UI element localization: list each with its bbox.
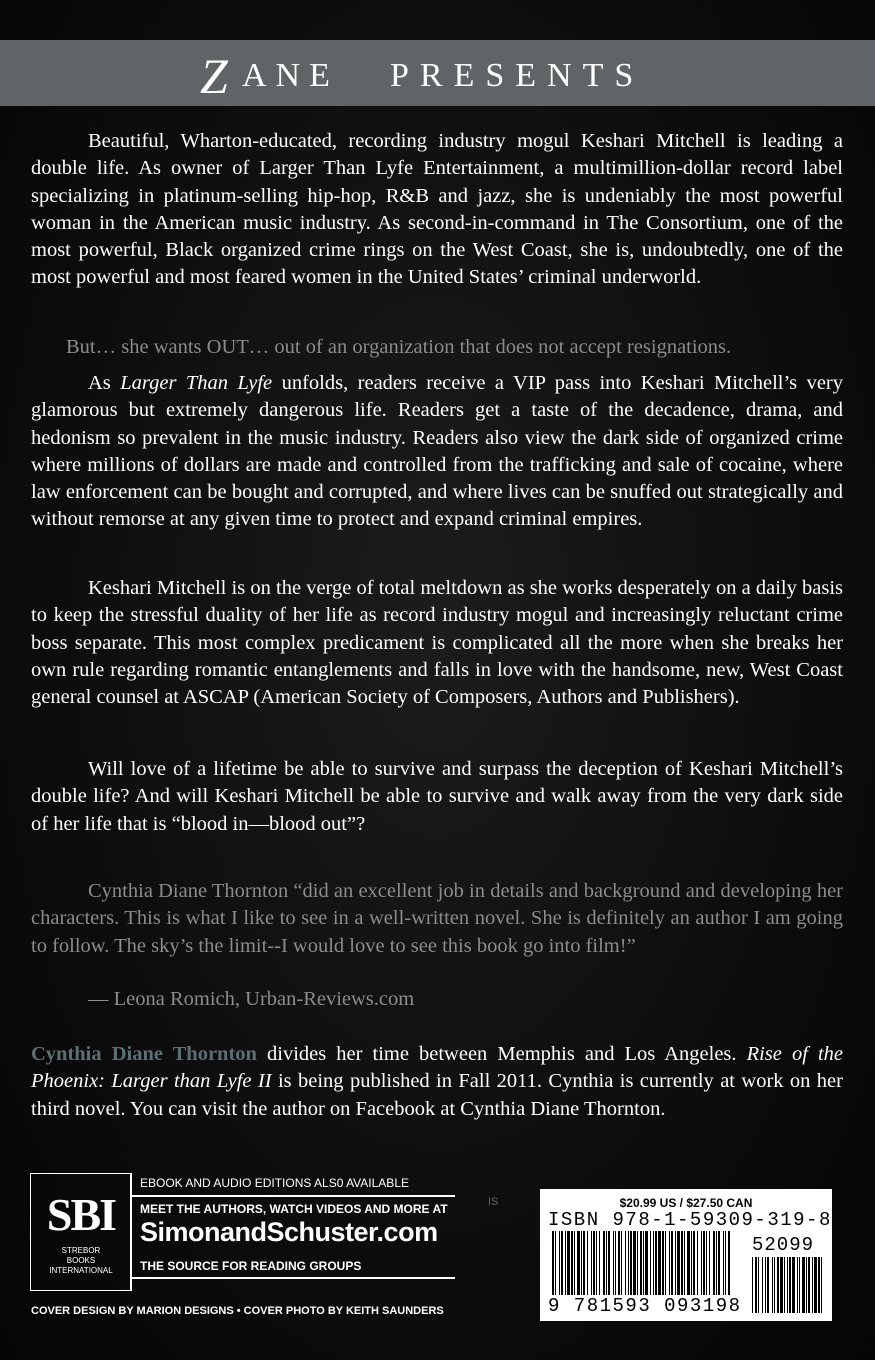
- barcode-bar: [716, 1231, 717, 1295]
- price-barcode-bar: [767, 1257, 769, 1313]
- barcode-bar: [630, 1231, 632, 1295]
- barcode-bar: [662, 1231, 664, 1295]
- price-value: $20.99 US / $27.50 CAN: [619, 1196, 753, 1210]
- barcode-bar: [571, 1231, 573, 1295]
- price-barcode-bar: [802, 1257, 805, 1313]
- barcode-bar: [603, 1231, 605, 1295]
- brand-presents: PRESENTS: [390, 57, 645, 94]
- barcode-bar: [713, 1231, 715, 1295]
- price-barcode-bar: [777, 1257, 779, 1313]
- synopsis-text-3: [31, 370, 843, 534]
- price-barcode-bar: [808, 1257, 810, 1313]
- review-quote: [31, 878, 843, 960]
- zane-presents-logo: [200, 48, 680, 108]
- book-title: Larger Than Lyfe: [120, 372, 273, 394]
- ean-barcode-bars: [552, 1231, 730, 1295]
- barcode-bar: [608, 1231, 610, 1295]
- barcode-bar: [675, 1231, 676, 1295]
- barcode-bar: [718, 1231, 720, 1295]
- cover-credits: COVER DESIGN BY MARION DESIGNS • COVER PHOTO BY KEITH SAUNDERS: [31, 1305, 444, 1317]
- barcode-bar: [645, 1231, 648, 1295]
- imprint-line-2: BOOKS: [66, 1256, 96, 1265]
- barcode-bar: [552, 1231, 554, 1295]
- barcode-bar: [587, 1231, 588, 1295]
- synopsis-text-5: Will love of a lifetime be able to survive and surpass the deception of Keshari Mitchell’s double life? And will Keshari Mitchell be able to survive and walk away from the very dark side of her life that is “blood in—blood out”?: [31, 758, 843, 835]
- synopsis-p3-lead: As: [88, 372, 121, 394]
- barcode-bar: [583, 1231, 585, 1295]
- brand-initial: Z: [200, 48, 228, 104]
- sbi-logo: SBI: [46, 1189, 116, 1240]
- author-bio-text-2: is being published in Fall 2011. Cynthia is currently at work on her third novel. You can visit the author on Facebook at Cynthia Diane Thornton.: [31, 1070, 843, 1120]
- barcode-bar: [615, 1231, 616, 1295]
- barcode-bar: [596, 1231, 597, 1295]
- imprint-line-1: STREBOR: [61, 1246, 101, 1255]
- barcode-bar: [725, 1231, 726, 1295]
- barcode-bar: [653, 1231, 654, 1295]
- price-barcode-bar: [772, 1257, 773, 1313]
- barcode-bar: [559, 1231, 560, 1295]
- publisher-website: SimonandSchuster.com: [140, 1217, 438, 1247]
- price-barcode-bar: [784, 1257, 785, 1313]
- price-barcode-bar: [765, 1257, 766, 1313]
- barcode-bar: [640, 1231, 642, 1295]
- sequel-title: Rise of the Phoenix: Larger than Lyfe II: [31, 1043, 844, 1093]
- barcode-bar: [709, 1231, 710, 1295]
- barcode-bar: [618, 1231, 620, 1295]
- publisher-logo-box: [30, 1173, 130, 1291]
- barcode-bar: [606, 1231, 607, 1295]
- synopsis-paragraph-5: [31, 756, 843, 838]
- barcode-bar: [691, 1231, 692, 1295]
- review-quote-text: Cynthia Diane Thornton “did an excellent job in details and background and developing her characters. This is what I like to see in a well-written novel. She is definitely an author I am going to follow. The sky’s the limit--I would love to see this book go into film!”: [31, 880, 843, 957]
- imprint-line-3: INTERNATIONAL: [49, 1266, 113, 1275]
- price-barcode-bar: [780, 1257, 783, 1313]
- barcode-bar: [561, 1231, 563, 1295]
- price-barcode-bar: [806, 1257, 807, 1313]
- price-barcode-bar: [762, 1257, 763, 1313]
- barcode-bar: [621, 1231, 622, 1295]
- price-barcode-bar: [812, 1257, 813, 1313]
- price-barcode-bar: [797, 1257, 798, 1313]
- barcode-bar: [703, 1231, 705, 1295]
- barcode-bar: [581, 1231, 582, 1295]
- synopsis-text-2: But… she wants OUT… out of an organization that does not accept resignations.: [66, 336, 732, 358]
- synopsis-text-4: Keshari Mitchell is on the verge of total meltdown as she works desperately on a daily basis to keep the stressful duality of her life as record industry mogul and increasingly reluctant crime boss separate. This most complex predicament is complicated all the more when she breaks her own rule regarding romantic entanglements and falls in love with the handsome, new, West Coast general counsel at ASCAP (American Society of Composers, Authors and Publishers).: [31, 577, 843, 709]
- author-bio-text: [31, 1041, 843, 1123]
- price-barcode-bar: [774, 1257, 775, 1313]
- barcode-bar: [613, 1231, 614, 1295]
- price-barcode-bar: [814, 1257, 817, 1313]
- barcode-bar: [693, 1231, 695, 1295]
- barcode-bar: [565, 1231, 566, 1295]
- price-barcode-bar: [758, 1257, 759, 1313]
- isbn-text: ISBN 978-1-59309-319-8: [548, 1209, 832, 1231]
- ean-digits-text: 9 781593 093198: [548, 1295, 742, 1317]
- barcode-bar: [655, 1231, 657, 1295]
- author-bio: [31, 1041, 843, 1123]
- barcode-bar: [658, 1231, 661, 1295]
- barcode-bar: [665, 1231, 666, 1295]
- publisher-info: [130, 1173, 455, 1291]
- price-barcode-bar: [787, 1257, 788, 1313]
- barcode-bar: [701, 1231, 702, 1295]
- barcode-bar: [684, 1231, 685, 1295]
- barcode-bar: [577, 1231, 580, 1295]
- barcode-bar: [574, 1231, 575, 1295]
- barcode-bar: [687, 1231, 690, 1295]
- meet-authors-line: MEET THE AUTHORS, WATCH VIDEOS AND MORE AT: [140, 1202, 448, 1216]
- editions-note: EBOOK AND AUDIO EDITIONS ALS0 AVAILABLE: [140, 1176, 409, 1190]
- author-name: Cynthia Diane Thornton: [31, 1043, 257, 1065]
- barcode-bar: [677, 1231, 680, 1295]
- barcode-bar: [637, 1231, 638, 1295]
- synopsis-paragraph-2: [31, 334, 843, 361]
- synopsis-text-1: Beautiful, Wharton-educated, recording industry mogul Keshari Mitchell is leading a double life. As owner of Larger Than Lyfe Entertainment, a multimillion-dollar record label specializing in platinum-selling hip-hop, R&B and jazz, she is undeniably the most powerful woman in the American music industry. As second-in-command in The Consortium, one of the most powerful, Black organized crime rings on the West Coast, she is, undoubtedly, one of the most powerful and most feared women in the United States’ criminal underworld.: [31, 130, 843, 289]
- barcode-bar: [599, 1231, 600, 1295]
- brand-name: ANE: [242, 57, 339, 94]
- barcode-bar: [643, 1231, 644, 1295]
- synopsis-paragraph-3: [31, 370, 843, 534]
- barcode-bar: [669, 1231, 670, 1295]
- barcode-bar: [697, 1231, 698, 1295]
- price-code-text: 52099: [752, 1234, 815, 1256]
- price-barcode-bar: [789, 1257, 791, 1313]
- price-barcode-bar: [818, 1257, 820, 1313]
- barcode-bar: [555, 1231, 556, 1295]
- barcode-bar: [671, 1231, 673, 1295]
- barcode-bar: [723, 1231, 724, 1295]
- synopsis-paragraph-4: [31, 575, 843, 711]
- barcode-bar: [633, 1231, 636, 1295]
- price-barcode-bar: [755, 1257, 757, 1313]
- barcode-bar: [728, 1231, 730, 1295]
- barcode-bar: [593, 1231, 595, 1295]
- price-barcode-bar: [792, 1257, 795, 1313]
- review-attribution: — Leona Romich, Urban-Reviews.com: [88, 988, 415, 1010]
- barcode-bar: [706, 1231, 707, 1295]
- barcode-bar: [567, 1231, 570, 1295]
- price-barcode-bar: [821, 1257, 822, 1313]
- barcode-label: [540, 1189, 832, 1321]
- price-barcode-bar: [799, 1257, 800, 1313]
- synopsis-paragraph-1: [31, 128, 843, 292]
- reading-groups-line: THE SOURCE FOR READING GROUPS: [140, 1259, 362, 1273]
- barcode-bar: [625, 1231, 626, 1295]
- price-barcode-bar: [752, 1257, 753, 1313]
- barcode-bar: [681, 1231, 683, 1295]
- imprint-caption: [31, 1246, 131, 1276]
- synopsis-p3-rest: unfolds, readers receive a VIP pass into Keshari Mitchell’s very glamorous but extremely dangerous life. Readers get a taste of the decadence, drama, and hedonism so prevalent in the music industry. Readers also view the dark side of organized crime where millions of dollars are made and controlled from the trafficking and sale of cocaine, where law enforcement can be bought and corrupted, and where lives can be snuffed out strategically and without remorse at any given time to protect and expand criminal empires.: [31, 372, 843, 531]
- is-mark: IS: [488, 1196, 499, 1208]
- barcode-bar: [650, 1231, 651, 1295]
- author-bio-text-1: divides her time between Memphis and Los Angeles.: [256, 1043, 747, 1065]
- barcode-bar: [628, 1231, 629, 1295]
- barcode-bar: [591, 1231, 592, 1295]
- price-barcode-bars: [752, 1257, 822, 1313]
